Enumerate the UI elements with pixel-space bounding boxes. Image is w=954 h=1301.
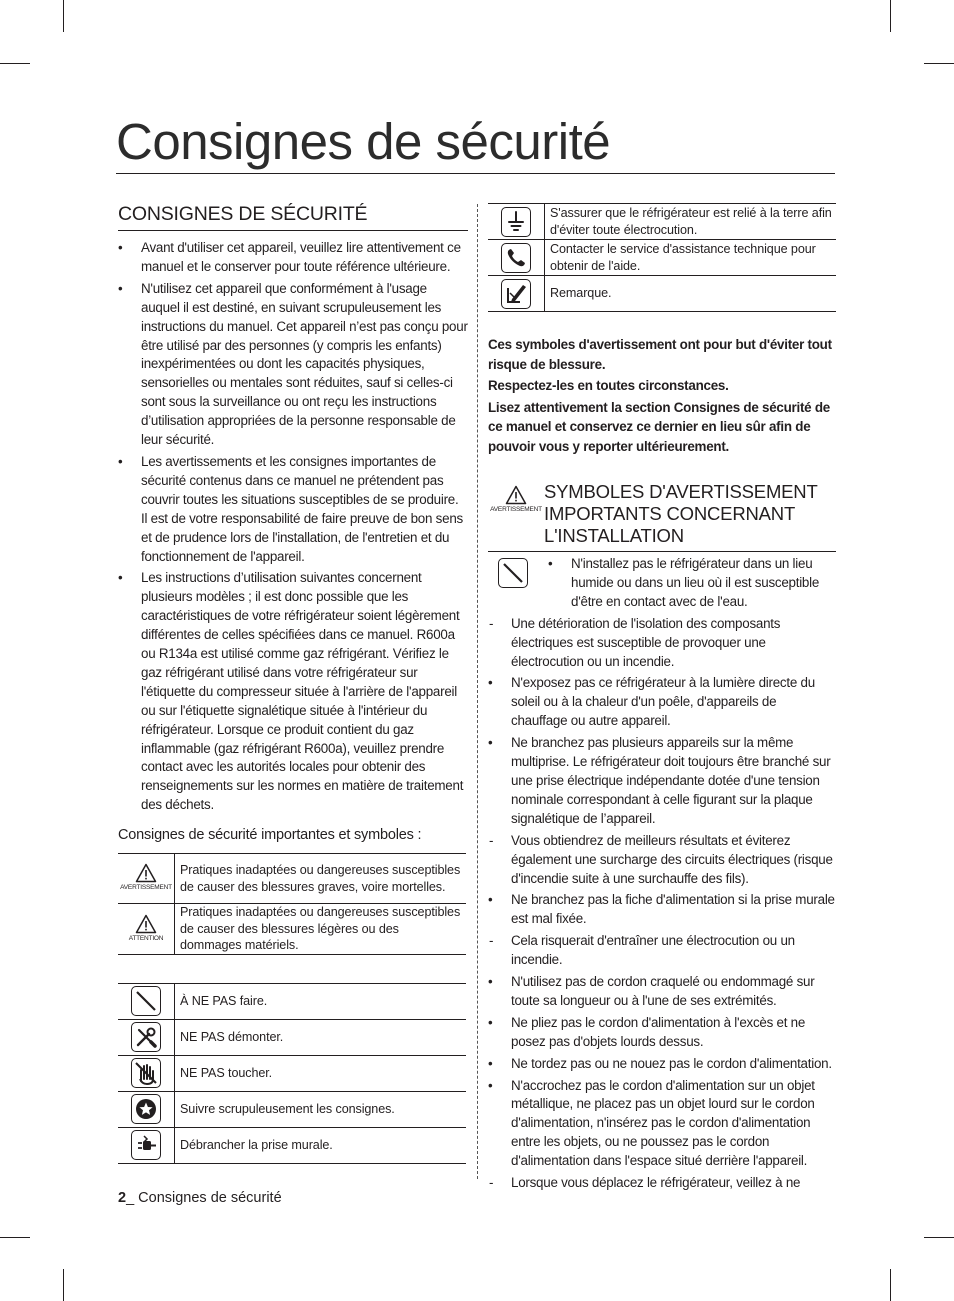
symbol-text: Suivre scrupuleusement les consignes.	[175, 1091, 467, 1127]
list-item: • Ne branchez pas la fiche d'alimentation si la prise murale est mal fixée.	[488, 891, 836, 929]
list-item: - Vous obtiendrez de meilleurs résultats et éviterez également une surcharge des circuits électriques (risque d'incendie suite à une surchauffe des fils).	[488, 832, 836, 889]
prohibited-icon	[131, 986, 161, 1016]
page-footer	[118, 1190, 282, 1206]
symbols-heading: Consignes de sécurité importantes et symboles :	[118, 827, 422, 844]
symbol-table-continued	[488, 203, 836, 312]
list-item: - Cela risquerait d'entraîner une électrocution ou un incendie.	[488, 932, 836, 970]
list-item: • Ne branchez pas plusieurs appareils sur la même multiprise. Le réfrigérateur doit toujours être branché sur une prise électrique indépendante dotée d'une tension nominale correspondant à celle figurant sur la plaque signalétique de l’appareil.	[488, 734, 836, 829]
table-row	[488, 240, 836, 276]
symbol-text: Débrancher la prise murale.	[175, 1127, 467, 1163]
warning-table	[118, 853, 466, 955]
crop-mark	[63, 0, 64, 32]
section-heading: SYMBOLES D'AVERTISSEMENT IMPORTANTS CONCERNANT L'INSTALLATION	[544, 481, 818, 546]
page-title: Consignes de sécurité	[116, 113, 611, 170]
footer-label: _ Consignes de sécurité	[126, 1190, 282, 1206]
note-icon	[501, 279, 531, 309]
list-item: • N'utilisez cet appareil que conformément à l'usage auquel il est destiné, en suivant scrupuleusement les instructions du manuel. Cet appareil n’est pas conçu pour être utilisé par des personnes (y compris les enfants) inexpérimentées ou dont les capacités physiques, sensorielles ou mentales sont réduites, sauf si celles-ci sont sous la surveillance ou ont reçu les instructions d’utilisation appropriées de la personne responsable de leur sécurité.	[118, 280, 468, 450]
caution-triangle-icon	[129, 914, 164, 943]
warning-text: Pratiques inadaptées ou dangereuses susceptibles de causer des blessures graves, voire mortelles.	[175, 854, 467, 904]
column-separator	[477, 204, 478, 1179]
table-row	[118, 1091, 466, 1127]
right-column	[488, 200, 836, 1196]
follow-instructions-icon	[131, 1094, 161, 1124]
table-row	[118, 904, 466, 955]
ground-icon	[501, 207, 531, 237]
warning-triangle-icon	[120, 863, 172, 892]
no-touch-icon	[131, 1058, 161, 1088]
first-warning-item	[488, 555, 836, 615]
list-item: • N'installez pas le réfrigérateur dans un lieu humide ou dans un lieu où il est susceptible d'être en contact avec de l'eau.	[548, 555, 836, 612]
left-column	[118, 200, 468, 1164]
symbol-table	[118, 983, 466, 1164]
list-item: • N'exposez pas ce réfrigérateur à la lumière directe du soleil ou à la chaleur d'un poêle, d'appareils de chauffage ou autre appareil.	[488, 674, 836, 731]
crop-mark	[890, 1269, 891, 1301]
page-number: 2	[118, 1190, 127, 1206]
table-row	[118, 854, 466, 904]
symbol-text: NE PAS démonter.	[175, 1019, 467, 1055]
symbol-text: À NE PAS faire.	[175, 983, 467, 1019]
list-item: • Les instructions d’utilisation suivantes concernent plusieurs modèles ; il est donc possible que les caractéristiques de votre réfrigérateur soient légèrement différentes de celles spécifiées dans ce manuel. R600a ou R134a est utilisé comme gaz réfrigérant. Vérifiez le gaz réfrigérant utilisé dans votre réfrigérateur sur l'étiquette du compresseur située à l'arrière de l'appareil ou sur l'étiquette signalétique située à l'intérieur du réfrigérateur. Lorsque ce produit contient du gaz inflammable (gaz réfrigérant R600a), veuillez prendre contact avec les autorités locales pour obtenir des renseignements sur les normes en matière de traitement des déchets.	[118, 569, 468, 815]
table-row	[488, 276, 836, 312]
table-row	[118, 1127, 466, 1163]
warning-triangle-icon	[488, 485, 544, 514]
prohibited-icon	[498, 558, 528, 588]
symbol-text: NE PAS toucher.	[175, 1055, 467, 1091]
crop-mark	[63, 1269, 64, 1301]
warning-list	[548, 555, 836, 615]
no-disassembly-icon	[131, 1022, 161, 1052]
bold-paragraph: Ces symboles d'avertissement ont pour but d'éviter tout risque de blessure.	[488, 337, 832, 372]
list-item: - Une détérioration de l'isolation des composants électriques est susceptible de provoquer une électrocution ou un incendie.	[488, 615, 836, 672]
crop-mark	[0, 63, 30, 64]
symbol-text: S'assurer que le réfrigérateur est relié à la terre afin d'éviter toute électrocution.	[545, 204, 837, 240]
table-row	[488, 204, 836, 240]
safety-list	[118, 239, 468, 815]
installation-list	[488, 615, 836, 1193]
symbol-text: Remarque.	[545, 276, 837, 312]
list-item: • Avant d'utiliser cet appareil, veuillez lire attentivement ce manuel et le conserver pour toute référence ultérieure.	[118, 239, 468, 277]
symbol-text: Contacter le service d'assistance technique pour obtenir de l'aide.	[545, 240, 837, 276]
list-item: • Ne tordez pas ou ne nouez pas le cordon d'alimentation.	[488, 1055, 836, 1074]
list-item: - Lorsque vous déplacez le réfrigérateur, veillez à ne	[488, 1174, 836, 1193]
crop-mark	[0, 1237, 30, 1238]
title-rule	[116, 173, 835, 174]
table-row	[118, 1055, 466, 1091]
section-heading: CONSIGNES DE SÉCURITÉ	[118, 200, 468, 231]
caution-label: ATTENTION	[128, 934, 164, 942]
caution-text: Pratiques inadaptées ou dangereuses susceptibles de causer des blessures légères ou des dommages matériels.	[175, 904, 467, 955]
installation-warning-heading	[488, 481, 836, 552]
list-item: • N'accrochez pas le cordon d'alimentation sur un objet métallique, ne placez pas un objet lourd sur le cordon d'alimentation, n'insérez pas le cordon d'alimentation entre les objets, ou ne poussez pas le cordon d'alimentation dans l'espace situé derrière l'appareil.	[488, 1077, 836, 1172]
table-row	[118, 983, 466, 1019]
crop-mark	[890, 0, 891, 32]
list-item: • N'utilisez pas de cordon craquelé ou endommagé sur toute sa longueur ou à l'une de ses extrémités.	[488, 973, 836, 1011]
unplug-icon	[131, 1130, 161, 1160]
warning-label: AVERTISSEMENT	[120, 884, 172, 892]
bold-paragraph: Lisez attentivement la section Consignes de sécurité de ce manuel et conservez ce dernier en lieu sûr afin de pouvoir vous y reporter ultérieurement.	[488, 399, 830, 454]
list-item: • Ne pliez pas le cordon d'alimentation à l'excès et ne posez pas d'objets lourds dessus.	[488, 1014, 836, 1052]
phone-icon	[501, 243, 531, 273]
warning-intro	[488, 335, 836, 456]
crop-mark	[924, 1237, 954, 1238]
warning-label: AVERTISSEMENT	[490, 506, 542, 513]
crop-mark	[924, 63, 954, 64]
table-row	[118, 1019, 466, 1055]
bold-paragraph: Respectez-les en toutes circonstances.	[488, 378, 729, 393]
list-item: • Les avertissements et les consignes importantes de sécurité contenus dans ce manuel ne prétendent pas couvrir toutes les situations susceptibles de se produire. Il est de votre responsabilité de faire preuve de bon sens et de prudence lors de l'installation, de l'entretien et du fonctionnement de l'appareil.	[118, 453, 468, 566]
